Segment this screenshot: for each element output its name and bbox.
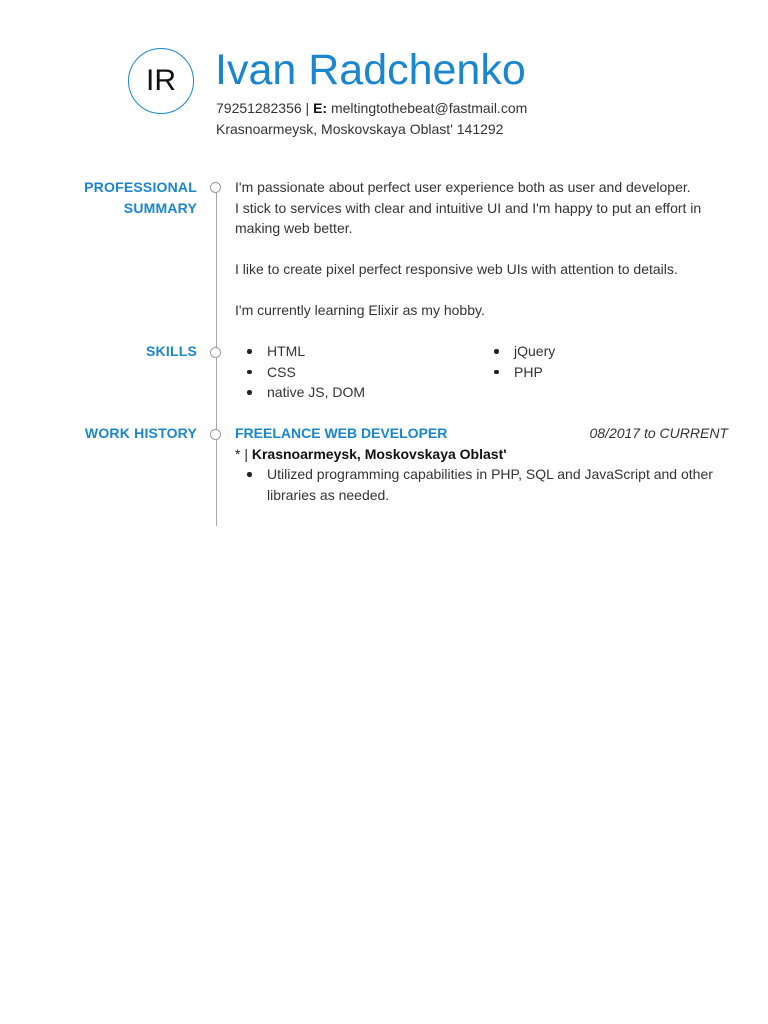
timeline-dot-work-history — [210, 429, 221, 440]
job-title: FREELANCE WEB DEVELOPER — [235, 425, 448, 441]
job-bullet-list — [235, 464, 730, 505]
email-address: meltingtothebeat@fastmail.com — [330, 100, 528, 116]
section-title-line: PROFESSIONAL — [84, 179, 197, 195]
section-title-line: SUMMARY — [123, 200, 197, 216]
company-prefix: * | — [235, 446, 252, 462]
summary-line: I stick to services with clear and intuitive UI and I'm happy to put an effort in making web better. — [235, 199, 702, 236]
contact-info — [216, 98, 527, 140]
paragraph-gap — [235, 239, 730, 260]
summary-line: I like to create pixel perfect responsive web UIs with attention to details. — [235, 261, 678, 277]
skill-item: jQuery — [482, 341, 722, 362]
timeline-dot-skills — [210, 347, 221, 358]
contact-line — [216, 98, 527, 119]
initials: IR — [146, 64, 176, 97]
summary-line: I'm passionate about perfect user experience both as user and developer. — [235, 179, 691, 195]
skill-item: native JS, DOM — [235, 382, 475, 403]
skills-list-column-2 — [482, 341, 722, 382]
contact-separator: | — [301, 100, 314, 116]
professional-summary-body — [235, 177, 730, 321]
skill-item: CSS — [235, 362, 475, 383]
skill-item: HTML — [235, 341, 475, 362]
job-dates: 08/2017 to CURRENT — [589, 425, 728, 441]
section-title-professional-summary — [84, 177, 197, 219]
paragraph-gap — [235, 280, 730, 301]
section-title-work-history: WORK HISTORY — [84, 425, 197, 441]
skill-item: PHP — [482, 362, 722, 383]
job-location: Krasnoarmeysk, Moskovskaya Oblast' — [251, 446, 507, 462]
job-company-location — [235, 444, 507, 465]
skills-list-column-1 — [235, 341, 475, 403]
job-bullet-item: Utilized programming capabilities in PHP, SQL and JavaScript and other libraries as needed. — [235, 464, 730, 505]
timeline-dot-summary — [210, 182, 221, 193]
phone-number: 79251282356 — [216, 100, 302, 116]
summary-line: I'm currently learning Elixir as my hobby. — [235, 302, 485, 318]
section-title-skills: SKILLS — [146, 343, 197, 359]
candidate-name: Ivan Radchenko — [215, 46, 526, 94]
monogram-avatar — [128, 48, 194, 114]
email-label: E: — [313, 100, 328, 116]
address: Krasnoarmeysk, Moskovskaya Oblast' 141292 — [216, 121, 504, 137]
